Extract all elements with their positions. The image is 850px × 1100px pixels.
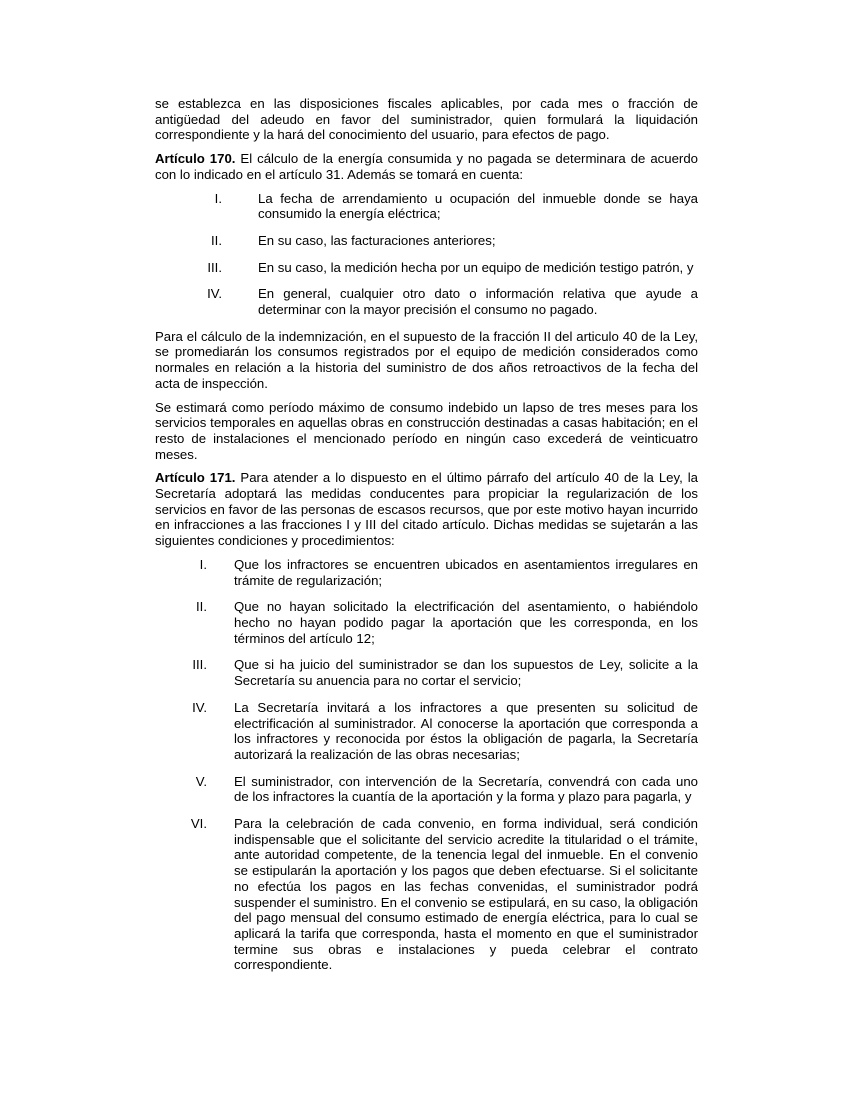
list-item: [155, 700, 698, 763]
article-171-heading: Artículo 171.: [155, 470, 236, 486]
list-item-number: I.: [214, 190, 222, 206]
paragraph-articulo-170: [155, 151, 698, 182]
article-170-body: El cálculo de la energía consumida y no pagada se determinara de acuerdo con lo indicado en el artículo 31. Además se tomará en cuenta:: [155, 151, 698, 182]
paragraph-articulo-171: [155, 470, 698, 549]
list-item: [155, 774, 698, 805]
paragraph-indemnizacion: Para el cálculo de la indemnización, en el supuesto de la fracción II del articulo 40 de la Ley, se promediarán los consumos registrados por el equipo de medición considerados como normales en relación a la historia del suministro de dos años retroactivos de la fecha del acta de inspección.: [155, 328, 698, 391]
list-item-text: Que los infractores se encuentren ubicados en asentamientos irregulares en trámite de regularización;: [234, 556, 698, 588]
list-item-number: I.: [199, 556, 207, 572]
list-articulo-170: [155, 191, 698, 318]
article-170-heading: Artículo 170.: [155, 151, 236, 167]
list-item: [155, 599, 698, 646]
list-item: [155, 816, 698, 973]
article-171-body: Para atender a lo dispuesto en el último párrafo del artículo 40 de la Ley, la Secretaría adoptará las medidas conducentes para propiciar la regularización de los servicios en favor de las personas de escasos recursos, que por este motivo hayan incurrido en infracciones a las fracciones I y III del citado artículo. Dichas medidas se sujetarán a las siguientes condiciones y procedimientos:: [155, 470, 698, 549]
list-item-text: En su caso, la medición hecha por un equipo de medición testigo patrón, y: [258, 259, 694, 275]
list-item-number: III.: [207, 259, 222, 275]
list-item: [155, 286, 698, 317]
list-item-number: IV.: [192, 699, 207, 715]
list-item: [155, 657, 698, 688]
list-item-text: Que si ha juicio del suministrador se dan los supuestos de Ley, solicite a la Secretaría su anuencia para no cortar el servicio;: [234, 657, 698, 689]
list-item-text: Para la celebración de cada convenio, en forma individual, será condición indispensable que el solicitante del servicio acredite la titularidad o el trámite, ante autoridad competente, de la tenencia legal del inmueble. En el convenio se estipularán la aportación y los pagos que deben efectuarse. Si el solicitante no efectúa los pagos en las fechas convenidas, el suministrador podrá suspender el suministro. En el convenio se estipulará, en su caso, la obligación del pago mensual del consumo estimado de energía eléctrica, para lo cual se aplicará la tarifa que corresponda, hasta el momento en que el suministrador termine sus obras e instalaciones y pueda celebrar el contrato correspondiente.: [234, 816, 698, 973]
list-item-text: La Secretaría invitará a los infractores a que presenten su solicitud de electrificación al suministrador. Al conocerse la aportación que corresponda a los infractores y reconocida por éstos la obligación de pagarla, la Secretaría autorizará la realización de las obras necesarias;: [234, 699, 698, 762]
list-item-number: IV.: [207, 286, 222, 302]
list-item-number: II.: [196, 599, 207, 615]
document-content: [155, 96, 698, 984]
list-item-text: La fecha de arrendamiento u ocupación del inmueble donde se haya consumido la energía eléctrica;: [258, 190, 698, 222]
paragraph-periodo-maximo: Se estimará como período máximo de consumo indebido un lapso de tres meses para los servicios temporales en aquellas obras en construcción destinadas a casas habitación; en el resto de instalaciones el mencionado período en ningún caso excederá de veinticuatro meses.: [155, 399, 698, 462]
list-item-number: III.: [192, 657, 207, 673]
list-item: [155, 557, 698, 588]
list-item-text: En general, cualquier otro dato o información relativa que ayude a determinar con la mayor precisión el consumo no pagado.: [258, 286, 698, 318]
list-item-text: Que no hayan solicitado la electrificación del asentamiento, o habiéndolo hecho no hayan podido pagar la aportación que les corresponda, en los términos del artículo 12;: [234, 599, 698, 646]
list-item-number: VI.: [190, 816, 207, 832]
list-item-text: En su caso, las facturaciones anteriores;: [258, 232, 496, 248]
list-item: [155, 191, 698, 222]
paragraph-continuation: se establezca en las disposiciones fiscales aplicables, por cada mes o fracción de antigüedad del adeudo en favor del suministrador, quien formulará la liquidación correspondiente y la hará del conocimiento del usuario, para efectos de pago.: [155, 96, 698, 143]
list-item: [155, 260, 698, 276]
list-item: [155, 233, 698, 249]
list-item-number: II.: [211, 232, 222, 248]
list-item-text: El suministrador, con intervención de la Secretaría, convendrá con cada uno de los infractores la cuantía de la aportación y la forma y plazo para pagarla, y: [234, 773, 698, 805]
list-articulo-171: [155, 557, 698, 973]
list-item-number: V.: [195, 773, 207, 789]
